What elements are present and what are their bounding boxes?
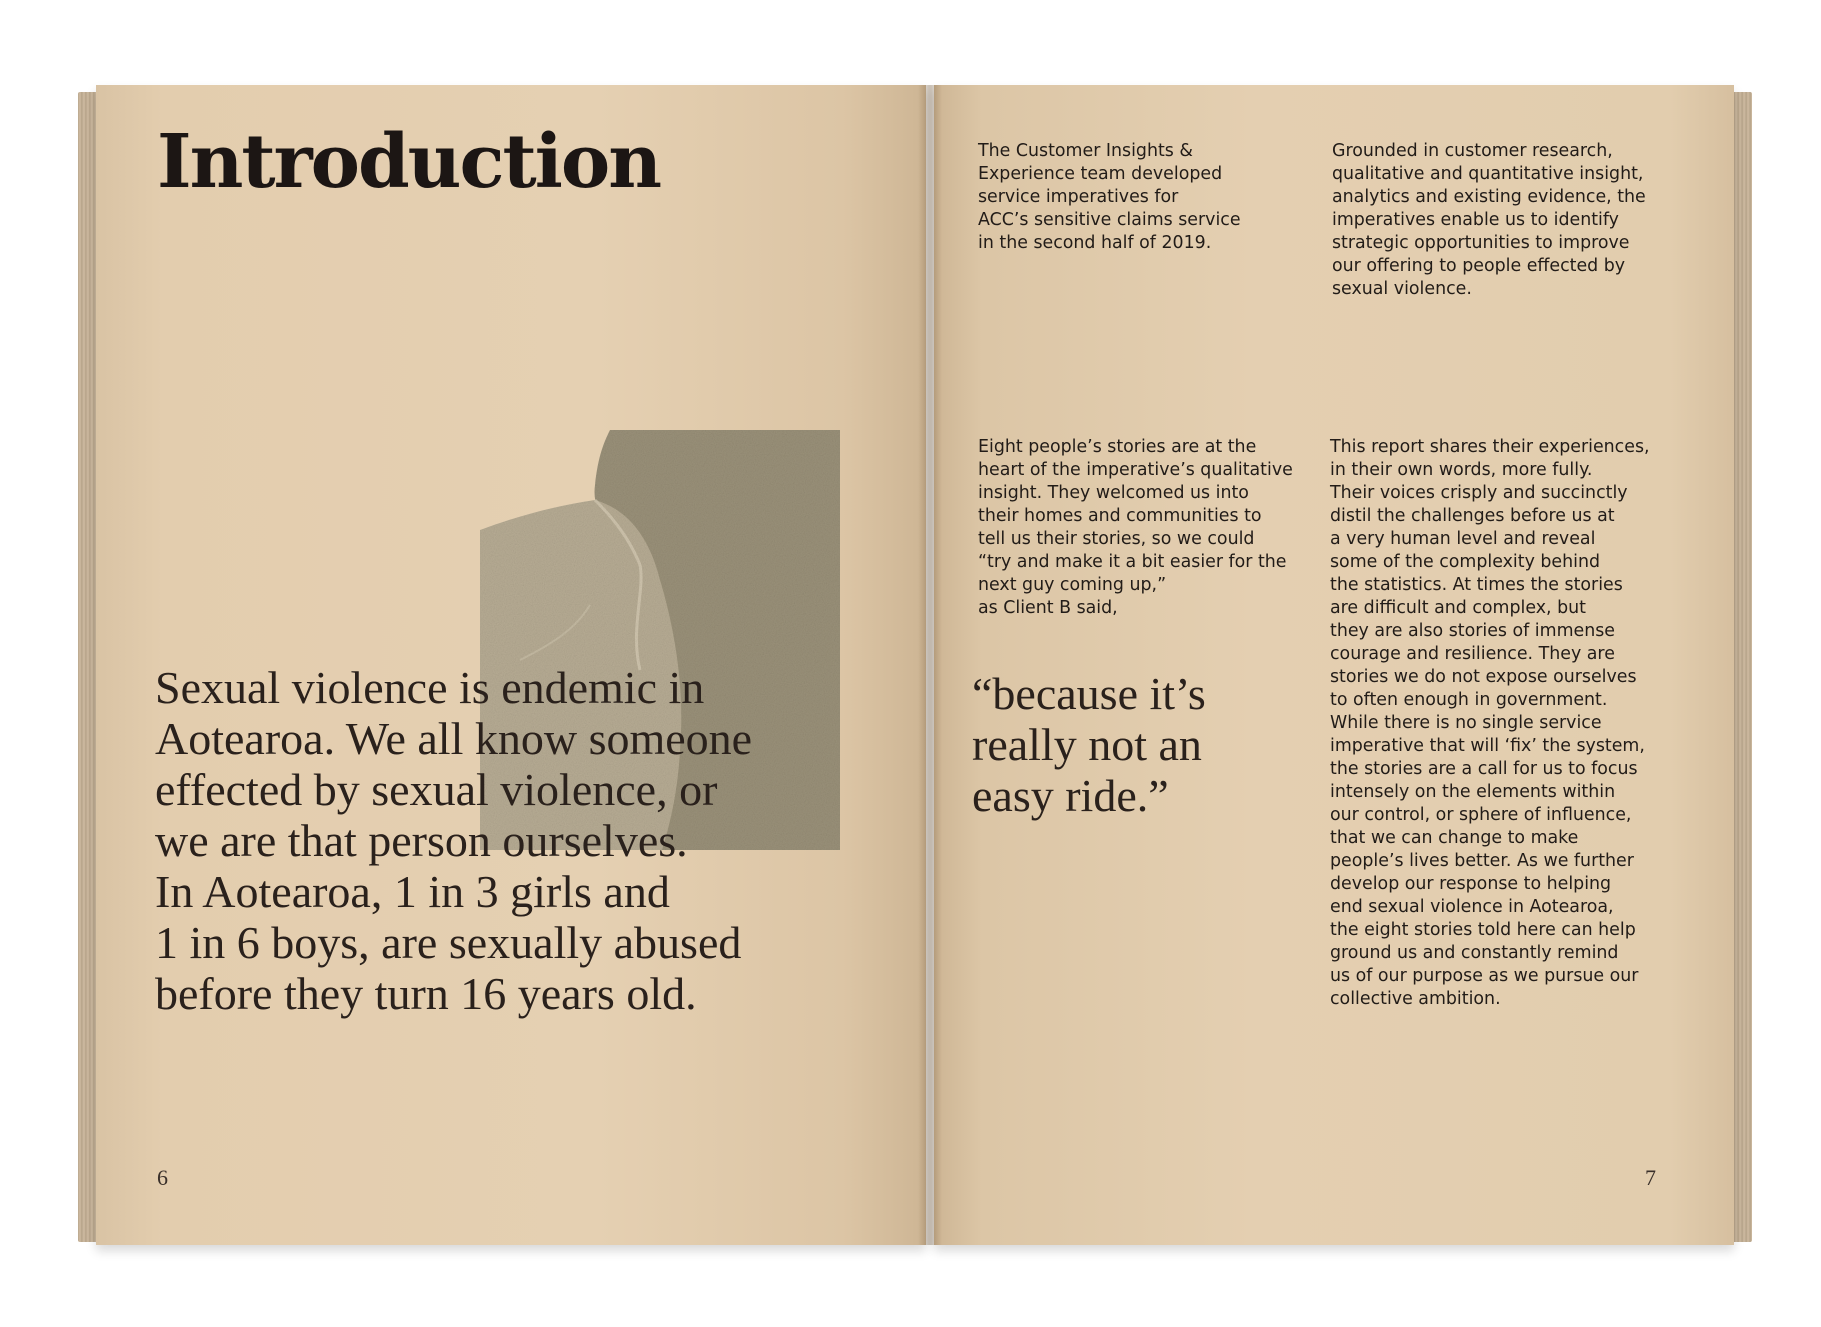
text-line: sexual violence. [1332, 279, 1472, 299]
text-line: insight. They welcomed us into [978, 483, 1249, 503]
pull-quote [972, 668, 1206, 821]
text-line: next guy coming up,” [978, 575, 1167, 595]
text-line: as Client B said, [978, 598, 1118, 618]
text-line: the statistics. At times the stories [1330, 575, 1623, 595]
quote-line: easy ride.” [972, 770, 1169, 821]
text-line: their homes and communities to [978, 506, 1262, 526]
text-line: ground us and constantly remind [1330, 943, 1619, 963]
text-line: distil the challenges before us at [1330, 506, 1615, 526]
stories-paragraph [978, 436, 1293, 620]
text-line: a very human level and reveal [1330, 529, 1596, 549]
text-line: tell us their stories, so we could [978, 529, 1255, 549]
text-line: end sexual violence in Aotearoa, [1330, 897, 1614, 917]
text-line: analytics and existing evidence, the [1332, 187, 1646, 207]
lead-line: effected by sexual violence, or [155, 764, 718, 815]
text-line: some of the complexity behind [1330, 552, 1601, 572]
text-line: The Customer Insights & [978, 141, 1193, 161]
text-line: imperative that will ‘fix’ the system, [1330, 736, 1645, 756]
text-line: service imperatives for [978, 187, 1179, 207]
text-line: to often enough in government. [1330, 690, 1608, 710]
text-line: develop our response to helping [1330, 874, 1612, 894]
text-line: our control, or sphere of influence, [1330, 805, 1632, 825]
text-line: Experience team developed [978, 164, 1223, 184]
text-line: in their own words, more fully. [1330, 460, 1593, 480]
lead-line: Sexual violence is endemic in [155, 662, 705, 713]
text-line: This report shares their experiences, [1330, 437, 1650, 457]
text-line: qualitative and quantitative insight, [1332, 164, 1644, 184]
report-paragraph [1330, 436, 1650, 1011]
text-line: are difficult and complex, but [1330, 598, 1586, 618]
text-line: heart of the imperative’s qualitative [978, 460, 1293, 480]
text-line: Their voices crisply and succinctly [1330, 483, 1628, 503]
book-gutter [918, 85, 942, 1245]
text-line: they are also stories of immense [1330, 621, 1616, 641]
page-number-right: 7 [1645, 1165, 1656, 1190]
text-line: While there is no single service [1330, 713, 1602, 733]
text-line: courage and resilience. They are [1330, 644, 1615, 664]
quote-line: “because it’s [972, 668, 1206, 719]
text-line: “try and make it a bit easier for the [978, 552, 1287, 572]
lead-line: Aotearoa. We all know someone [155, 713, 753, 764]
quote-line: really not an [972, 719, 1202, 770]
text-line: Eight people’s stories are at the [978, 437, 1257, 457]
text-line: intensely on the elements within [1330, 782, 1616, 802]
text-line: imperatives enable us to identify [1332, 210, 1619, 230]
text-line: the stories are a call for us to focus [1330, 759, 1638, 779]
text-line: collective ambition. [1330, 989, 1501, 1009]
text-line: our offering to people effected by [1332, 256, 1626, 276]
text-line: ACC’s sensitive claims service [978, 210, 1241, 230]
page-number-left: 6 [157, 1165, 168, 1190]
text-line: people’s lives better. As we further [1330, 851, 1634, 871]
lead-line: we are that person ourselves. [155, 815, 688, 866]
lead-line: In Aotearoa, 1 in 3 girls and [155, 866, 670, 917]
text-line: Grounded in customer research, [1332, 141, 1613, 161]
text-line: us of our purpose as we pursue our [1330, 966, 1639, 986]
text-line: stories we do not expose ourselves [1330, 667, 1637, 687]
page-title: Introduction [157, 119, 660, 205]
lead-line: 1 in 6 boys, are sexually abused [155, 917, 742, 968]
text-line: the eight stories told here can help [1330, 920, 1636, 940]
grounded-paragraph [1332, 140, 1646, 301]
intro-paragraph [978, 140, 1241, 255]
lead-statement [155, 662, 875, 1019]
text-line: that we can change to make [1330, 828, 1579, 848]
lead-line: before they turn 16 years old. [155, 968, 697, 1019]
text-line: in the second half of 2019. [978, 233, 1212, 253]
text-line: strategic opportunities to improve [1332, 233, 1630, 253]
